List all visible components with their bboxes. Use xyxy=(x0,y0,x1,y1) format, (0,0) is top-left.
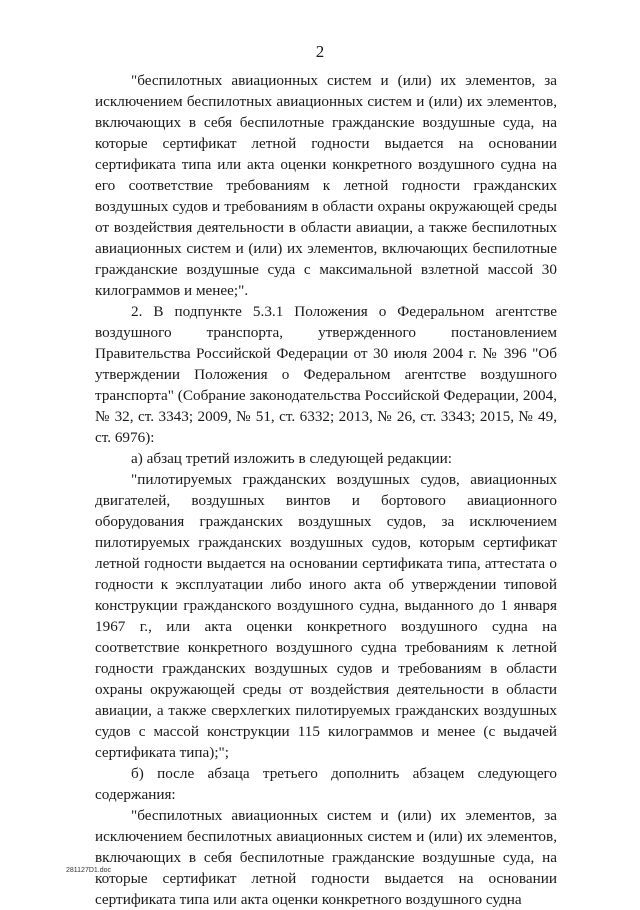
paragraph-subitem-b: б) после абзаца третьего дополнить абзацем следующего содержания: xyxy=(95,765,557,803)
paragraph-quoted-manned-aircraft: "пилотируемых гражданских воздушных судов, авиационных двигателей, воздушных винтов и бортового авиационного оборудования гражданских воздушных судов, за исключением пилотируемых гражданских воздушных судов, которым сертификат летной годности выдается на основании сертификата типа, аттестата о годности к эксплуатации либо иного акта об утверждении типовой конструкции гражданского воздушного судна, выданного до 1 января 1967 г., или акта оценки конкретного воздушного судна на соответствие конкретного воздушного судна требованиям к летной годности гражданских воздушных судов и требованиям в области охраны окружающей среды от воздействия деятельности в области авиации, а также сверхлегких пилотируемых гражданских воздушных судов с массой конструкции 115 килограммов и менее (с выдачей сертификата типа);"; xyxy=(95,471,557,761)
paragraph-quoted-unmanned-systems: "беспилотных авиационных систем и (или) их элементов, за исключением беспилотных авиационных систем и (или) их элементов, включающих в себя беспилотные гражданские воздушные суда, на которые сертификат летной годности выдается на основании сертификата типа или акта оценки конкретного воздушного судна на его соответствие требованиям к летной годности гражданских воздушных судов и требованиям в области охраны окружающей среды от воздействия деятельности в области авиации, а также беспилотных авиационных систем и (или) их элементов, включающих беспилотные гражданские воздушные суда с максимальной взлетной массой 30 килограммов и менее;". xyxy=(95,72,557,299)
paragraph-subitem-a: а) абзац третий изложить в следующей редакции: xyxy=(131,450,452,467)
page-number: 2 xyxy=(315,42,325,61)
document-body xyxy=(95,70,557,910)
paragraph-item-2: 2. В подпункте 5.3.1 Положения о Федеральном агентстве воздушного транспорта, утвержденного постановлением Правительства Российской Федерации от 30 июля 2004 г. № 396 "Об утверждении Положения о Федеральном агентстве воздушного транспорта" (Собрание законодательства Российской Федерации, 2004, № 32, ст. 3343; 2009, № 51, ст. 6332; 2013, № 26, ст. 3343; 2015, № 49, ст. 6976): xyxy=(95,303,557,446)
footer-file-code: 281127D1.doc xyxy=(66,867,112,874)
paragraph-quoted-unmanned-systems-2: "беспилотных авиационных систем и (или) их элементов, за исключением беспилотных авиационных систем и (или) их элементов, включающих в себя беспилотные гражданские воздушные суда, на которые сертификат летной годности выдается на основании сертификата типа или акта оценки конкретного воздушного судна xyxy=(95,807,557,908)
